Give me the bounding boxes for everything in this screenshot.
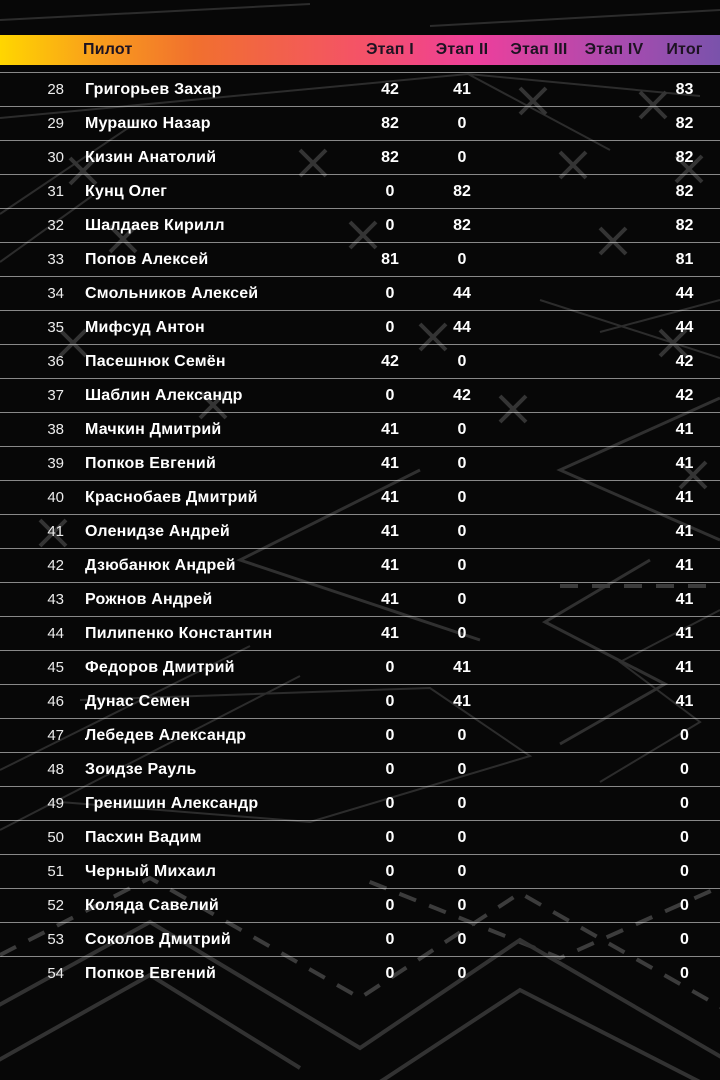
stage2-score: 0 bbox=[457, 352, 467, 370]
total-score: 82 bbox=[675, 114, 694, 132]
table-row bbox=[0, 72, 720, 106]
total-score: 41 bbox=[675, 420, 694, 438]
total-score: 41 bbox=[675, 692, 694, 710]
stage2-score: 0 bbox=[457, 148, 467, 166]
pilot-rank: 40 bbox=[47, 489, 64, 506]
total-score: 83 bbox=[675, 80, 694, 98]
total-score: 0 bbox=[680, 726, 689, 744]
pilot-rank: 44 bbox=[47, 625, 64, 642]
total-score: 0 bbox=[680, 760, 689, 778]
stage2-score: 42 bbox=[453, 386, 471, 404]
total-score: 44 bbox=[675, 318, 694, 336]
column-header-pilot: Пилот bbox=[83, 41, 133, 58]
pilot-rank: 34 bbox=[47, 285, 64, 302]
table-header bbox=[0, 35, 720, 65]
total-score: 41 bbox=[675, 590, 694, 608]
total-score: 0 bbox=[680, 828, 689, 846]
pilot-name: Лебедев Александр bbox=[85, 726, 247, 744]
pilot-rank: 32 bbox=[47, 217, 64, 234]
table-row bbox=[0, 412, 720, 446]
pilot-rank: 52 bbox=[47, 897, 64, 914]
pilot-name: Коляда Савелий bbox=[85, 896, 219, 914]
pilot-name: Шалдаев Кирилл bbox=[85, 216, 225, 234]
stage2-score: 0 bbox=[457, 760, 467, 778]
stage1-score: 41 bbox=[381, 624, 399, 642]
pilot-rank: 41 bbox=[47, 523, 64, 540]
pilot-name: Смольников Алексей bbox=[85, 284, 259, 302]
table-row bbox=[0, 922, 720, 956]
total-score: 0 bbox=[680, 794, 689, 812]
stage2-score: 44 bbox=[453, 318, 471, 336]
pilot-rank: 51 bbox=[47, 863, 64, 880]
pilot-name: Пасешнюк Семён bbox=[85, 352, 226, 370]
stage2-score: 0 bbox=[457, 794, 467, 812]
stage1-score: 0 bbox=[385, 182, 395, 200]
table-row bbox=[0, 344, 720, 378]
stage2-score: 0 bbox=[457, 454, 467, 472]
stage2-score: 0 bbox=[457, 930, 467, 948]
pilot-name: Пилипенко Константин bbox=[85, 624, 273, 642]
stage1-score: 41 bbox=[381, 590, 399, 608]
pilot-name: Федоров Дмитрий bbox=[85, 658, 235, 676]
stage2-score: 0 bbox=[457, 590, 467, 608]
pilot-rank: 50 bbox=[47, 829, 64, 846]
pilot-name: Мурашко Назар bbox=[85, 114, 211, 132]
table-row bbox=[0, 854, 720, 888]
stage2-score: 41 bbox=[453, 658, 471, 676]
table-row bbox=[0, 208, 720, 242]
pilot-rank: 36 bbox=[47, 353, 64, 370]
stage1-score: 0 bbox=[385, 794, 395, 812]
stage1-score: 0 bbox=[385, 760, 395, 778]
pilot-name: Зоидзе Рауль bbox=[85, 760, 197, 778]
pilot-rank: 43 bbox=[47, 591, 64, 608]
total-score: 0 bbox=[680, 862, 689, 880]
stage1-score: 0 bbox=[385, 726, 395, 744]
total-score: 81 bbox=[675, 250, 694, 268]
total-score: 82 bbox=[675, 182, 694, 200]
stage2-score: 0 bbox=[457, 522, 467, 540]
stage1-score: 0 bbox=[385, 318, 395, 336]
stage1-score: 0 bbox=[385, 692, 395, 710]
stage1-score: 42 bbox=[381, 80, 399, 98]
stage1-score: 0 bbox=[385, 658, 395, 676]
pilot-rank: 37 bbox=[47, 387, 64, 404]
stage1-score: 82 bbox=[381, 114, 399, 132]
stage2-score: 0 bbox=[457, 556, 467, 574]
pilot-name: Соколов Дмитрий bbox=[85, 930, 231, 948]
total-score: 41 bbox=[675, 658, 694, 676]
pilot-rank: 28 bbox=[47, 81, 64, 98]
pilot-name: Гренишин Александр bbox=[85, 794, 259, 812]
stage2-score: 0 bbox=[457, 726, 467, 744]
pilot-rank: 38 bbox=[47, 421, 64, 438]
stage2-score: 0 bbox=[457, 828, 467, 846]
stage1-score: 41 bbox=[381, 522, 399, 540]
pilot-rank: 54 bbox=[47, 965, 64, 982]
stage2-score: 44 bbox=[453, 284, 471, 302]
pilot-rank: 31 bbox=[47, 183, 64, 200]
stage1-score: 0 bbox=[385, 930, 395, 948]
table-row bbox=[0, 378, 720, 412]
stage2-score: 41 bbox=[453, 80, 471, 98]
stage2-score: 82 bbox=[453, 182, 471, 200]
pilot-name: Дзюбанюк Андрей bbox=[85, 556, 236, 574]
stage1-score: 0 bbox=[385, 216, 395, 234]
pilot-name: Черный Михаил bbox=[85, 862, 217, 880]
pilot-name: Дунас Семен bbox=[85, 692, 191, 710]
pilot-rank: 39 bbox=[47, 455, 64, 472]
stage1-score: 41 bbox=[381, 556, 399, 574]
stage1-score: 0 bbox=[385, 284, 395, 302]
table-row bbox=[0, 514, 720, 548]
pilot-rank: 33 bbox=[47, 251, 64, 268]
total-score: 42 bbox=[675, 352, 694, 370]
stage1-score: 82 bbox=[381, 148, 399, 166]
pilot-rank: 42 bbox=[47, 557, 64, 574]
stage1-score: 0 bbox=[385, 828, 395, 846]
stage2-score: 82 bbox=[453, 216, 471, 234]
pilot-rank: 30 bbox=[47, 149, 64, 166]
total-score: 41 bbox=[675, 488, 694, 506]
table-row bbox=[0, 650, 720, 684]
pilot-name: Пасхин Вадим bbox=[85, 828, 202, 846]
stage2-score: 0 bbox=[457, 624, 467, 642]
table-row bbox=[0, 242, 720, 276]
pilot-rank: 29 bbox=[47, 115, 64, 132]
pilot-rank: 47 bbox=[47, 727, 64, 744]
total-score: 41 bbox=[675, 556, 694, 574]
table-row bbox=[0, 276, 720, 310]
pilot-rank: 48 bbox=[47, 761, 64, 778]
total-score: 41 bbox=[675, 624, 694, 642]
table-row bbox=[0, 956, 720, 990]
stage2-score: 41 bbox=[453, 692, 471, 710]
table-row bbox=[0, 684, 720, 718]
table-row bbox=[0, 582, 720, 616]
stage2-score: 0 bbox=[457, 488, 467, 506]
stage2-score: 0 bbox=[457, 862, 467, 880]
total-score: 44 bbox=[675, 284, 694, 302]
table-row bbox=[0, 718, 720, 752]
stage2-score: 0 bbox=[457, 964, 467, 982]
stage2-score: 0 bbox=[457, 114, 467, 132]
total-score: 41 bbox=[675, 454, 694, 472]
pilot-name: Краснобаев Дмитрий bbox=[85, 488, 258, 506]
stage2-score: 0 bbox=[457, 250, 467, 268]
column-header-total: Итог bbox=[666, 41, 703, 58]
stage1-score: 0 bbox=[385, 896, 395, 914]
table-row bbox=[0, 752, 720, 786]
pilot-rank: 45 bbox=[47, 659, 64, 676]
stage1-score: 0 bbox=[385, 386, 395, 404]
pilot-rank: 49 bbox=[47, 795, 64, 812]
pilot-rank: 53 bbox=[47, 931, 64, 948]
pilot-rank: 46 bbox=[47, 693, 64, 710]
total-score: 0 bbox=[680, 896, 689, 914]
table-row bbox=[0, 174, 720, 208]
table-body bbox=[0, 72, 720, 990]
table-row bbox=[0, 548, 720, 582]
stage1-score: 41 bbox=[381, 420, 399, 438]
stage1-score: 0 bbox=[385, 862, 395, 880]
column-header-stage4: Этап IV bbox=[584, 41, 644, 58]
pilot-name: Мифсуд Антон bbox=[85, 318, 205, 336]
stage1-score: 0 bbox=[385, 964, 395, 982]
column-header-stage1: Этап I bbox=[366, 41, 414, 58]
pilot-name: Мачкин Дмитрий bbox=[85, 420, 222, 438]
column-header-stage3: Этап III bbox=[510, 41, 568, 58]
pilot-rank: 35 bbox=[47, 319, 64, 336]
table-row bbox=[0, 888, 720, 922]
table-row bbox=[0, 616, 720, 650]
column-header-stage2: Этап II bbox=[435, 41, 489, 58]
table-row bbox=[0, 446, 720, 480]
table-row bbox=[0, 480, 720, 514]
total-score: 0 bbox=[680, 964, 689, 982]
stage1-score: 42 bbox=[381, 352, 399, 370]
stage1-score: 81 bbox=[381, 250, 399, 268]
pilot-name: Шаблин Александр bbox=[85, 386, 243, 404]
pilot-name: Кунц Олег bbox=[85, 182, 168, 200]
table-row bbox=[0, 140, 720, 174]
table-row bbox=[0, 106, 720, 140]
pilot-name: Попов Алексей bbox=[85, 250, 209, 268]
table-row bbox=[0, 786, 720, 820]
pilot-name: Оленидзе Андрей bbox=[85, 522, 230, 540]
table-row bbox=[0, 310, 720, 344]
stage2-score: 0 bbox=[457, 420, 467, 438]
pilot-name: Кизин Анатолий bbox=[85, 148, 217, 166]
total-score: 82 bbox=[675, 216, 694, 234]
table-row bbox=[0, 820, 720, 854]
pilot-name: Григорьев Захар bbox=[85, 80, 222, 98]
pilot-name: Попков Евгений bbox=[85, 964, 216, 982]
stage1-score: 41 bbox=[381, 488, 399, 506]
total-score: 42 bbox=[675, 386, 694, 404]
total-score: 41 bbox=[675, 522, 694, 540]
stage2-score: 0 bbox=[457, 896, 467, 914]
stage1-score: 41 bbox=[381, 454, 399, 472]
total-score: 82 bbox=[675, 148, 694, 166]
total-score: 0 bbox=[680, 930, 689, 948]
pilot-name: Рожнов Андрей bbox=[85, 590, 213, 608]
pilot-name: Попков Евгений bbox=[85, 454, 216, 472]
